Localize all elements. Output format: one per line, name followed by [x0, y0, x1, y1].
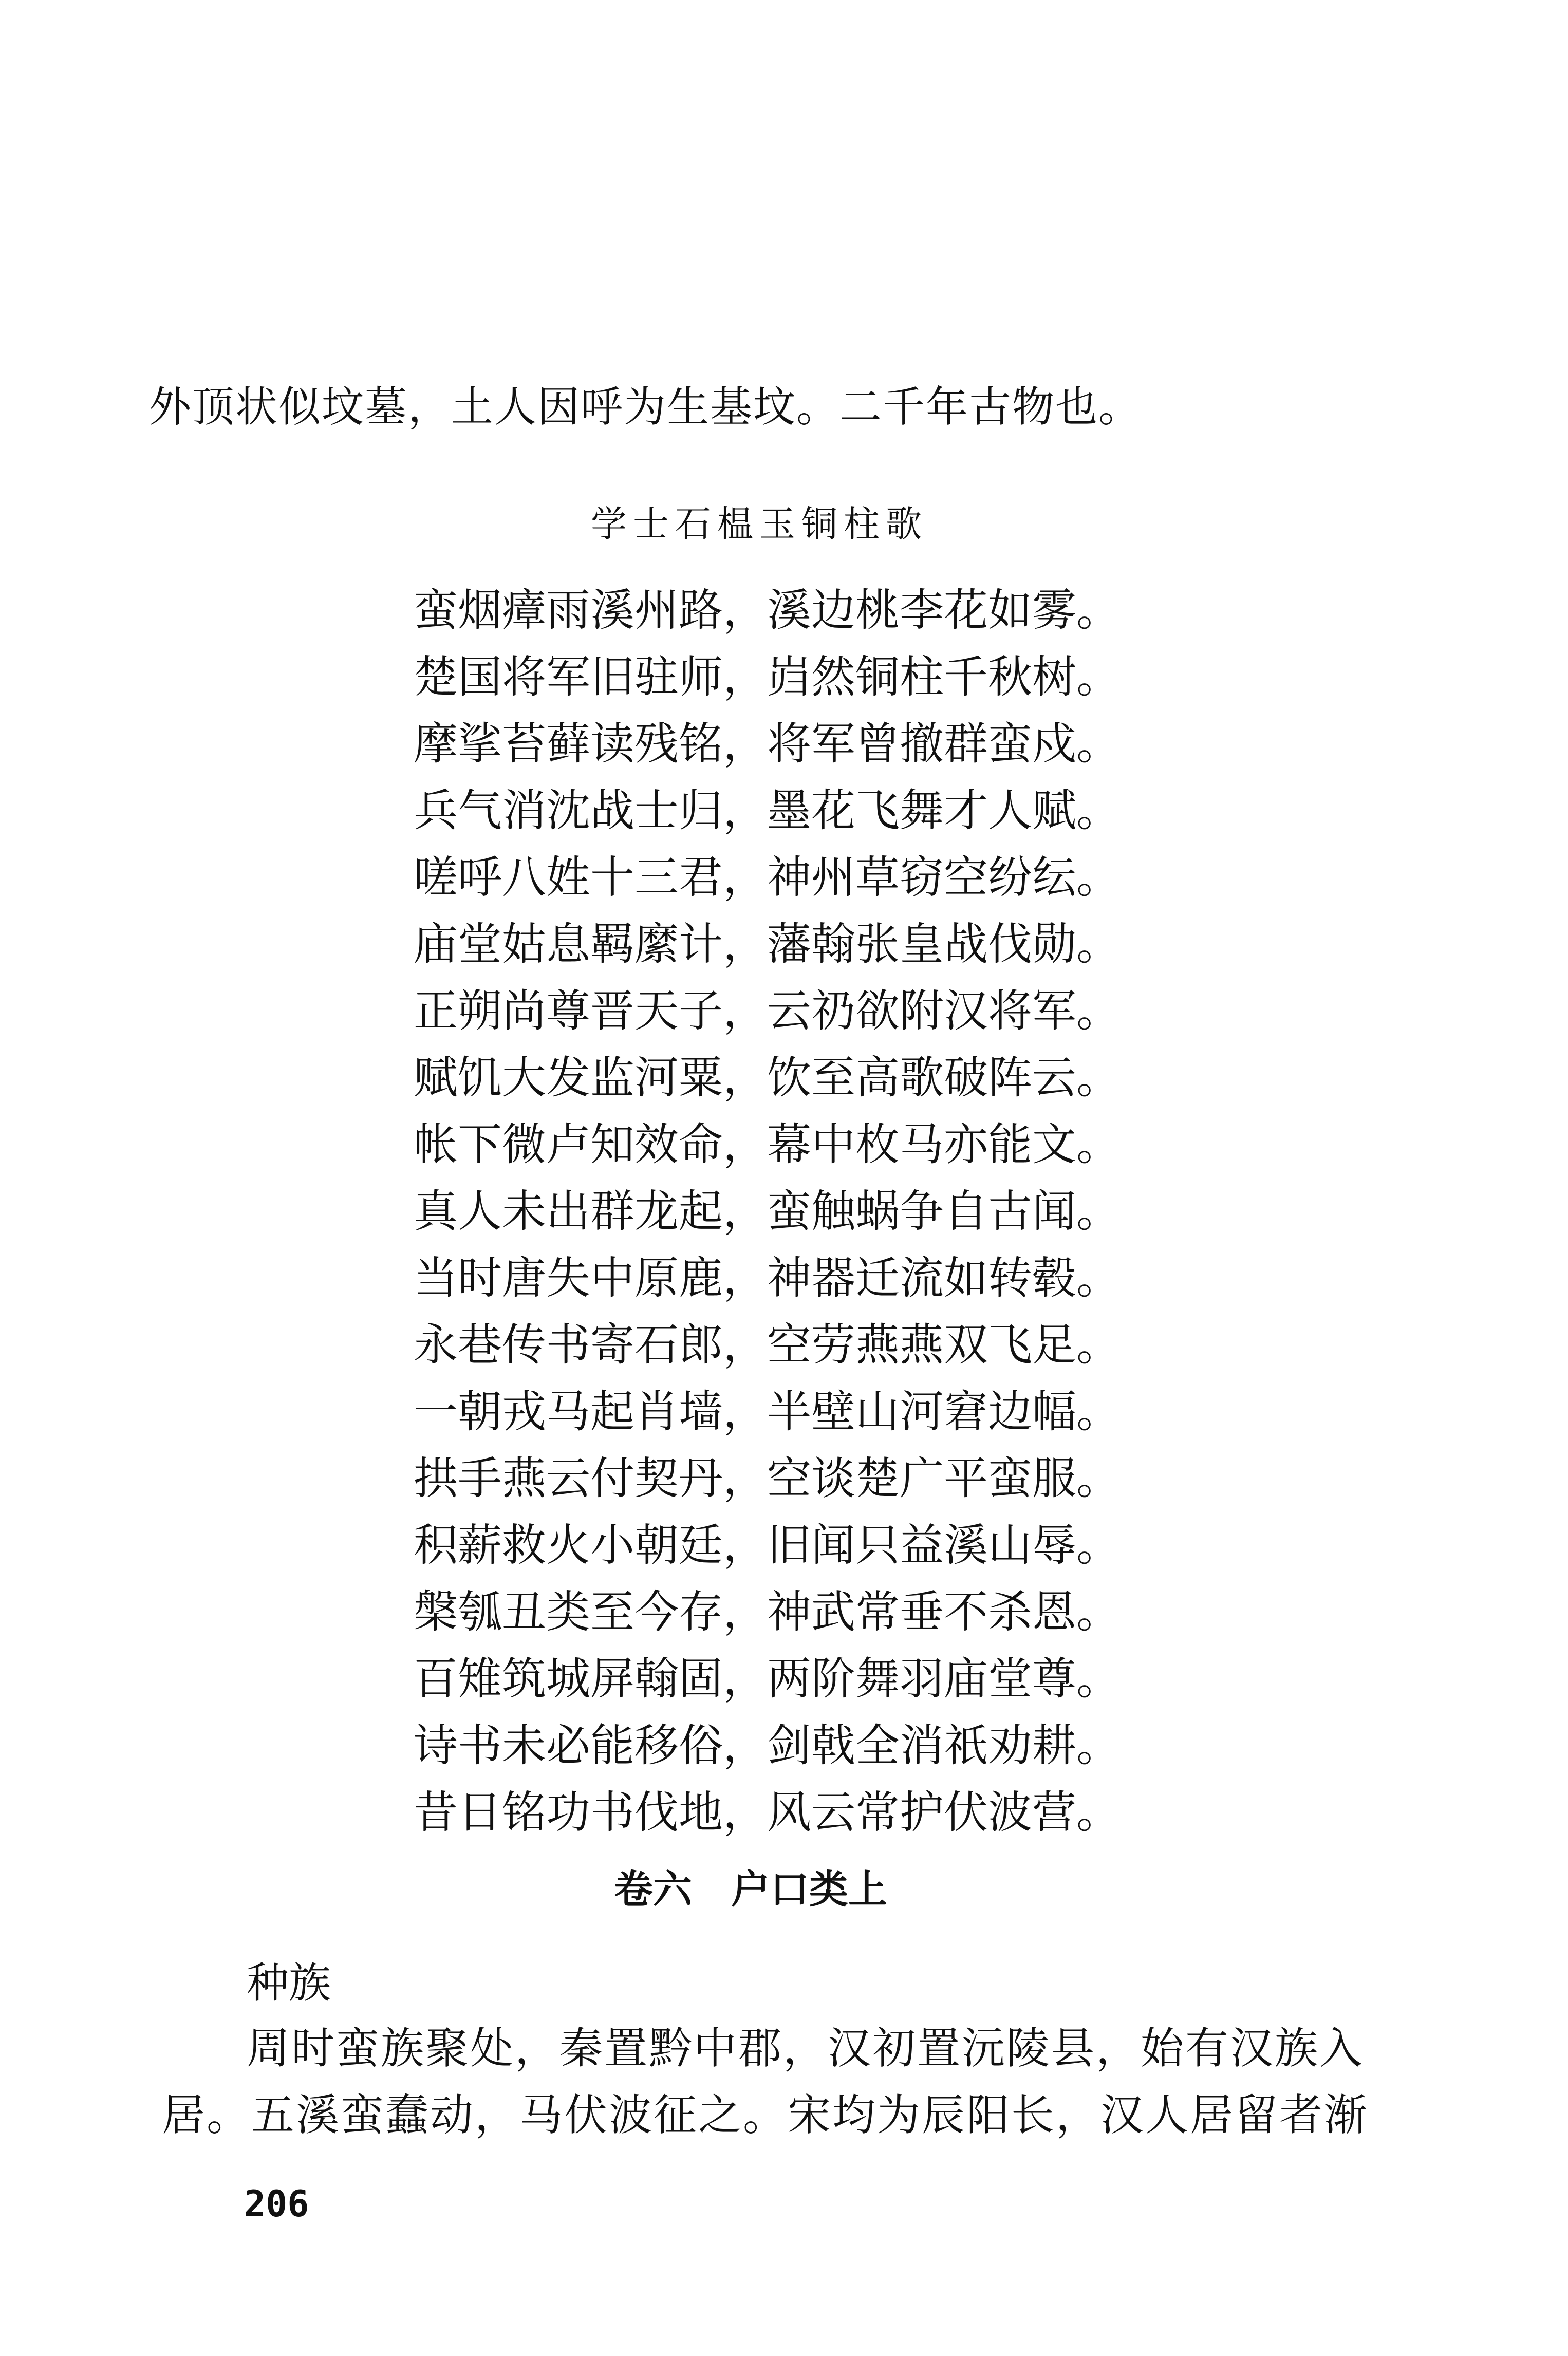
poem-line: 拱手燕云付契丹，空谈楚广平蛮服。: [414, 1453, 1121, 1504]
paragraph-line: 居。五溪蛮蠢动，马伏波征之。宋均为辰阳长，汉人居留者渐: [162, 2090, 1369, 2140]
paragraph-line: 周时蛮族聚处，秦置黔中郡，汉初置沅陵县，始有汉族入: [247, 2023, 1365, 2073]
poem-line: 当时唐失中原鹿，神器迁流如转毂。: [414, 1252, 1121, 1304]
poem-line: 槃瓠丑类至今存，神武常垂不杀恩。: [414, 1586, 1121, 1638]
poem-line: 嗟呼八姓十三君，神州草窃空纷纭。: [414, 852, 1121, 903]
poem-line: 昔日铭功书伐地，风云常护伏波营。: [414, 1787, 1121, 1838]
poem-line: 兵气消沈战士归，墨花飞舞才人赋。: [414, 785, 1121, 836]
page-number: 206: [244, 2183, 309, 2225]
poem-line: 百雉筑城屏翰固，两阶舞羽庙堂尊。: [414, 1653, 1121, 1705]
poem-line: 积薪救火小朝廷，旧闻只益溪山辱。: [414, 1520, 1121, 1571]
poem-line: 蛮烟瘴雨溪州路，溪边桃李花如雾。: [414, 585, 1121, 636]
poem-line: 正朔尚尊晋天子，云礽欲附汉将军。: [414, 985, 1121, 1037]
poem-line: 一朝戎马起肖墙，半壁山河窘边幅。: [414, 1386, 1121, 1437]
poem-line: 摩挲苔藓读残铭，将军曾撤群蛮戍。: [414, 718, 1121, 770]
poem-line: 永巷传书寄石郎，空劳燕燕双飞足。: [414, 1319, 1121, 1371]
poem-line: 赋饥大发监河粟，饮至高歌破阵云。: [414, 1052, 1121, 1104]
poem-line: 诗书未必能移俗，剑戟全消祇劝耕。: [414, 1720, 1121, 1771]
poem-line: 楚国将军旧驻师，岿然铜柱千秋树。: [414, 651, 1121, 703]
poem-body: [414, 585, 1184, 1857]
section-title: 种族: [247, 1959, 331, 2008]
poem-title: 学士石榅玉铜柱歌: [591, 503, 928, 545]
chapter-heading: 卷六 户口类上: [614, 1866, 887, 1912]
carryover-text-line: 外顶状似坟墓，土人因呼为生基坟。二千年古物也。: [149, 383, 1142, 432]
poem-line: 真人未出群龙起，蛮触蜗争自古闻。: [414, 1186, 1121, 1237]
poem-line: 帐下微卢知效命，幕中枚马亦能文。: [414, 1119, 1121, 1170]
poem-line: 庙堂姑息羁縻计，藩翰张皇战伐勋。: [414, 919, 1121, 970]
